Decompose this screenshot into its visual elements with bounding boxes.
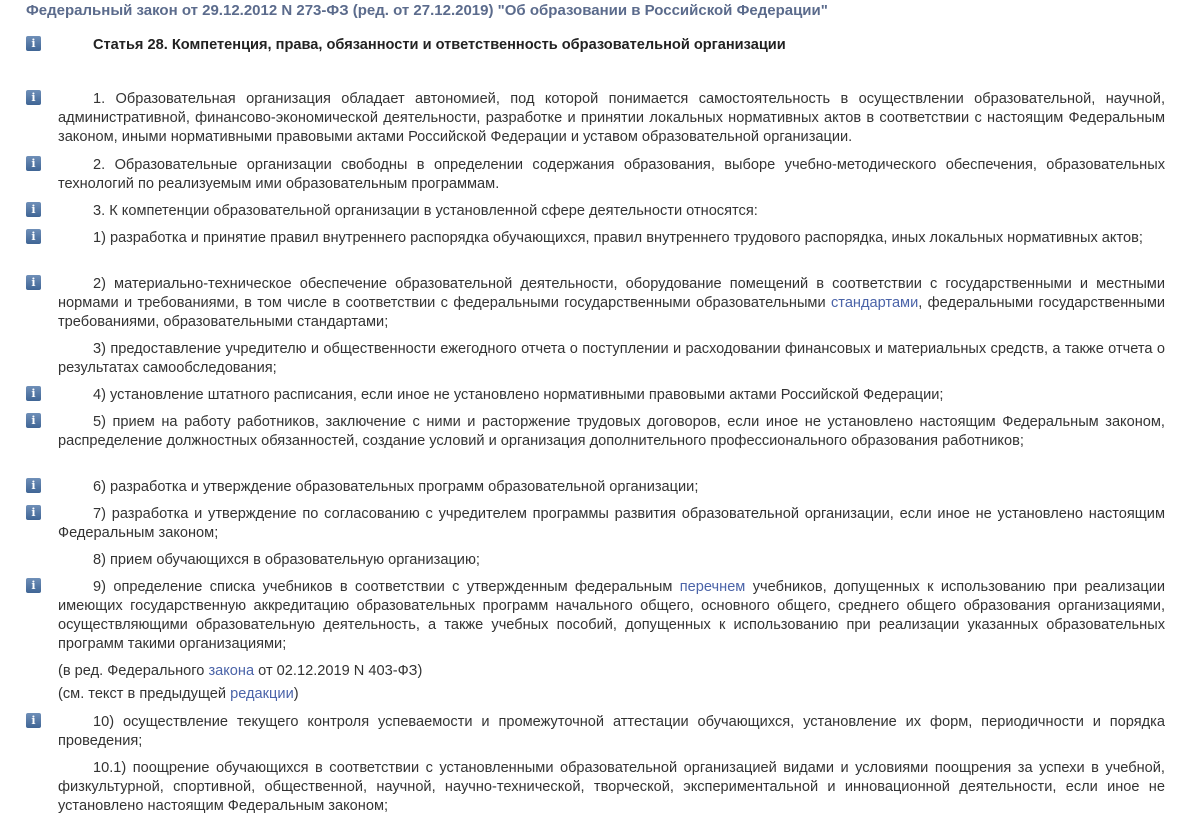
- info-icon[interactable]: i: [26, 275, 41, 290]
- item-8: 8) прием обучающихся в образовательную организацию;: [93, 552, 480, 568]
- previous-edition-note: [58, 685, 1165, 704]
- item-2-text-a: 2) материально-техническое обеспечение образовательной деятельности, оборудование помещений в соответствии с государственными и местными нормами и требованиями, в том числе в соответствии с федеральными государственными образовательными: [58, 276, 1165, 311]
- info-icon[interactable]: i: [26, 478, 41, 493]
- article-title: Статья 28. Компетенция, права, обязанности и ответственность образовательной организации: [93, 37, 786, 53]
- item-10: 10) осуществление текущего контроля успеваемости и промежуточной аттестации обучающихся, установление их форм, периодичности и порядка проведения;: [58, 714, 1165, 749]
- paragraph-2: 2. Образовательные организации свободны в определении содержания образования, выборе учебно-методического обеспечения, образовательных технологий по реализуемым ими образовательным программам.: [58, 157, 1165, 192]
- item-3: 3) предоставление учредителю и общественности ежегодного отчета о поступлении и расходовании финансовых и материальных средств, а также отчета о результатах самообследования;: [58, 341, 1165, 376]
- info-icon[interactable]: i: [26, 413, 41, 428]
- item-7: 7) разработка и утверждение по согласованию с учредителем программы развития образовательной организации, если иное не установлено настоящим Федеральным законом;: [58, 506, 1165, 541]
- law-link[interactable]: закона: [208, 663, 255, 679]
- document-header: Федеральный закон от 29.12.2012 N 273-ФЗ (ред. от 27.12.2019) "Об образовании в Российской Федерации": [26, 2, 828, 19]
- paragraph-1: 1. Образовательная организация обладает автономией, под которой понимается самостоятельность в осуществлении образовательной, научной, административной, финансово-экономической деятельности, разработке и принятии локальных нормативных актов в соответствии с настоящим Федеральным законом, иными нормативными правовыми актами Российской Федерации и уставом образовательной организации.: [58, 91, 1165, 145]
- amendment-note: [58, 662, 1165, 681]
- info-icon[interactable]: i: [26, 36, 41, 51]
- info-icon[interactable]: i: [26, 156, 41, 171]
- info-icon[interactable]: i: [26, 386, 41, 401]
- item-9: [58, 578, 1165, 654]
- info-icon[interactable]: i: [26, 578, 41, 593]
- previous-text-b: ): [293, 686, 299, 702]
- info-icon[interactable]: i: [26, 202, 41, 217]
- info-icon[interactable]: i: [26, 505, 41, 520]
- item-2: [58, 275, 1165, 332]
- info-icon[interactable]: i: [26, 229, 41, 244]
- previous-text-a: (см. текст в предыдущей: [58, 686, 231, 702]
- paragraph-3: 3. К компетенции образовательной организации в установленной сфере деятельности относятся:: [93, 203, 758, 219]
- item-2-text-b: , федеральными государственными требованиями, образовательными стандартами;: [58, 295, 1166, 330]
- standards-link[interactable]: стандартами: [831, 295, 919, 311]
- list-link[interactable]: перечнем: [679, 579, 746, 595]
- info-icon[interactable]: i: [26, 90, 41, 105]
- item-9-text-b: учебников, допущенных к использованию при реализации имеющих государственную аккредитацию образовательных программ начального общего, основного общего, среднего общего образования организациями, осуществляющими образовательную деятельность, а также учебных пособий, допущенных к использованию при реализации указанных образовательных программ такими организациями;: [58, 579, 1165, 652]
- item-5: 5) прием на работу работников, заключение с ними и расторжение трудовых договоров, если иное не установлено настоящим Федеральным законом, распределение должностных обязанностей, создание условий и организация дополнительного профессионального образования работников;: [58, 414, 1165, 449]
- item-6: 6) разработка и утверждение образовательных программ образовательной организации;: [93, 479, 699, 495]
- edition-link[interactable]: редакции: [230, 686, 294, 702]
- amendment-text-a: (в ред. Федерального: [58, 663, 209, 679]
- item-9-text-a: 9) определение списка учебников в соответствии с утвержденным федеральным: [93, 579, 680, 595]
- amendment-text-b: от 02.12.2019 N 403-ФЗ): [254, 663, 423, 679]
- item-4: 4) установление штатного расписания, если иное не установлено нормативными правовыми актами Российской Федерации;: [93, 387, 944, 403]
- info-icon[interactable]: i: [26, 713, 41, 728]
- item-1: 1) разработка и принятие правил внутреннего распорядка обучающихся, правил внутреннего трудового распорядка, иных локальных нормативных актов;: [93, 230, 1143, 246]
- item-10-1: 10.1) поощрение обучающихся в соответствии с установленными образовательной организацией видами и условиями поощрения за успехи в учебной, физкультурной, спортивной, общественной, научной, научно-технической, творческой, экспериментальной и инновационной деятельности, если иное не установлено настоящим Федеральным законом;: [58, 760, 1165, 814]
